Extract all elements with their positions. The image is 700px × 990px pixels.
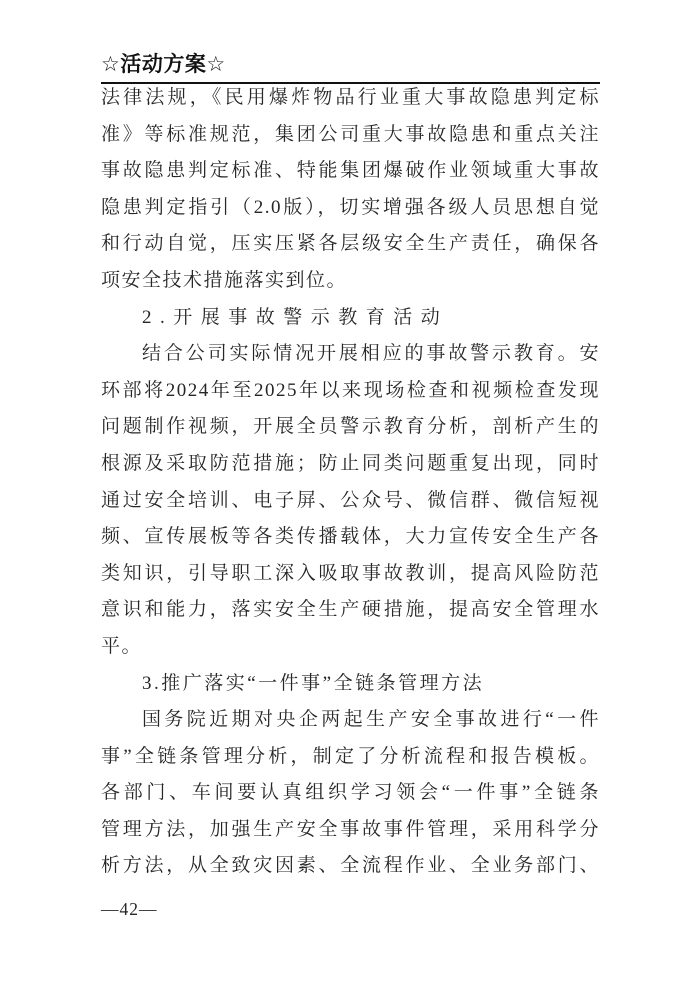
body-line: 根源及采取防范措施；防止同类问题重复出现，同时 bbox=[101, 452, 600, 474]
body-line: 各部门、车间要认真组织学习领会“一件事”全链条 bbox=[101, 782, 600, 804]
body-line: 平。 bbox=[101, 635, 143, 657]
page-number: —42— bbox=[101, 899, 158, 919]
body-line: 事故隐患判定标准、特能集团爆破作业领域重大事故 bbox=[101, 160, 600, 182]
body-line: 结合公司实际情况开展相应的事故警示教育。安 bbox=[142, 343, 600, 365]
body-line: 频、宣传展板等各类传播载体，大力宣传安全生产各 bbox=[101, 526, 600, 548]
body-line: 通过安全培训、电子屏、公众号、微信群、微信短视 bbox=[101, 489, 600, 511]
body-line: 法律法规，《民用爆炸物品行业重大事故隐患判定标 bbox=[101, 87, 600, 108]
body-line: 准》等标准规范，集团公司重大事故隐患和重点关注 bbox=[101, 123, 600, 145]
body-line: 类知识，引导职工深入吸取事故教训，提高风险防范 bbox=[101, 562, 600, 584]
section-heading-3: 3.推广落实“一件事”全链条管理方法 bbox=[142, 672, 485, 694]
body-line: 事”全链条管理分析，制定了分析流程和报告模板。 bbox=[101, 745, 600, 767]
body-line: 析方法，从全致灾因素、全流程作业、全业务部门、 bbox=[101, 855, 600, 877]
body-line: 和行动自觉，压实压紧各层级安全生产责任，确保各 bbox=[101, 233, 600, 255]
body-line: 国务院近期对央企两起生产安全事故进行“一件 bbox=[142, 709, 600, 731]
body-line: 管理方法，加强生产安全事故事件管理，采用科学分 bbox=[101, 818, 600, 840]
body-line: 意识和能力，落实安全生产硬措施，提高安全管理水 bbox=[101, 599, 600, 621]
document-body bbox=[101, 80, 600, 885]
body-line: 问题制作视频，开展全员警示教育分析，剖析产生的 bbox=[101, 416, 600, 438]
body-line: 项安全技术措施落实到位。 bbox=[101, 269, 348, 291]
page-header-title: ☆活动方案☆ bbox=[101, 53, 226, 76]
body-line: 环部将2024年至2025年以来现场检查和视频检查发现 bbox=[101, 379, 600, 401]
body-line: 隐患判定指引（2.0版），切实增强各级人员思想自觉 bbox=[101, 196, 600, 218]
section-heading-2: 2.开展事故警示教育活动 bbox=[142, 306, 449, 328]
